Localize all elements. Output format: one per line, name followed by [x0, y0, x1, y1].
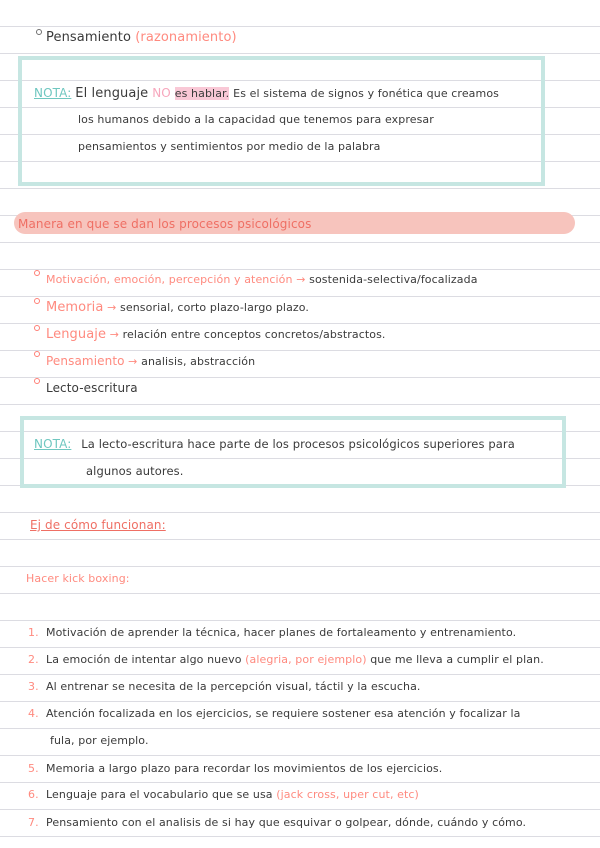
bullet-dot: [34, 270, 40, 276]
step-item: [28, 707, 520, 720]
step-text: Memoria a largo plazo para recordar los movimientos de los ejercicios.: [46, 762, 443, 775]
top-bullet-paren: (razonamiento): [135, 30, 237, 45]
arrow-icon: →: [128, 355, 138, 368]
step-item-cont: fula, por ejemplo.: [50, 734, 149, 747]
process-desc: sensorial, corto plazo-largo plazo.: [120, 301, 310, 314]
note2-line2: algunos autores.: [86, 464, 184, 478]
step-item: [28, 788, 419, 801]
step-item: [28, 680, 421, 693]
process-desc: sostenida-selectiva/focalizada: [309, 273, 478, 286]
process-item: [46, 381, 138, 395]
step-number: 6.: [28, 788, 39, 801]
step-text: Al entrenar se necesita de la percepción visual, táctil y la escucha.: [46, 680, 421, 693]
arrow-icon: →: [296, 273, 306, 286]
bullet-dot: [36, 29, 42, 35]
process-term: Motivación, emoción, percepción y atención: [46, 273, 293, 286]
bullet-dot: [34, 298, 40, 304]
example-title: Ej de cómo funcionan:: [30, 518, 166, 532]
step-item: [28, 653, 544, 666]
note1-line2: los humanos debido a la capacidad que tenemos para expresar: [78, 113, 434, 126]
step-text: Atención focalizada en los ejercicios, se requiere sostener esa atención y focalizar la: [46, 707, 521, 720]
note2-text: La lecto-escritura hace parte de los procesos psicológicos superiores para: [81, 437, 515, 451]
step-paren: (alegria, por ejemplo): [245, 653, 367, 666]
note1-text-b: es hablar.: [174, 87, 230, 100]
process-item: [46, 273, 478, 286]
arrow-icon: →: [107, 301, 117, 314]
section-title: Manera en que se dan los procesos psicológicos: [18, 217, 312, 231]
process-item: [46, 300, 309, 315]
step-paren: (jack cross, uper cut, etc): [276, 788, 419, 801]
step-item: [28, 762, 442, 775]
step-number: 3.: [28, 680, 39, 693]
note1-label: NOTA:: [34, 86, 72, 100]
note1-line1: [34, 86, 499, 101]
step-number: 4.: [28, 707, 39, 720]
step-number: 5.: [28, 762, 39, 775]
step-text: La emoción de intentar algo nuevo: [46, 653, 242, 666]
bullet-dot: [34, 351, 40, 357]
process-desc: relación entre conceptos concretos/abstractos.: [122, 328, 386, 341]
step-text: Pensamiento con el analisis de si hay que esquivar o golpear, dónde, cuándo y cómo.: [46, 816, 527, 829]
note1-text-a: El lenguaje: [75, 86, 149, 101]
step-number: 7.: [28, 816, 39, 829]
process-term: Pensamiento: [46, 354, 125, 368]
arrow-icon: →: [109, 328, 120, 341]
note1-text-c: Es el sistema de signos y fonética que creamos: [233, 87, 499, 100]
process-term: Memoria: [46, 300, 104, 315]
step-number: 1.: [28, 626, 39, 639]
note2-label: NOTA:: [34, 437, 72, 451]
step-item: [28, 816, 526, 829]
process-item: [46, 354, 255, 368]
top-bullet-main: Pensamiento: [46, 30, 132, 45]
note2-line1: [34, 437, 515, 451]
step-text: Lenguaje para el vocabulario que se usa: [46, 788, 273, 801]
step-number: 2.: [28, 653, 39, 666]
step-text: Motivación de aprender la técnica, hacer planes de fortaleamento y entrenamiento.: [46, 626, 517, 639]
example-subtitle: Hacer kick boxing:: [26, 572, 130, 585]
top-bullet-text: [46, 30, 237, 45]
note1-line3: pensamientos y sentimientos por medio de la palabra: [78, 140, 381, 153]
step-item: [28, 626, 516, 639]
note1-no: NO: [152, 86, 171, 100]
step-text-end: que me lleva a cumplir el plan.: [370, 653, 544, 666]
process-term: Lecto-escritura: [46, 381, 138, 395]
process-term: Lenguaje: [46, 327, 107, 342]
process-desc: analisis, abstracción: [141, 355, 256, 368]
process-item: [46, 327, 386, 342]
bullet-dot: [34, 378, 40, 384]
bullet-dot: [34, 325, 40, 331]
